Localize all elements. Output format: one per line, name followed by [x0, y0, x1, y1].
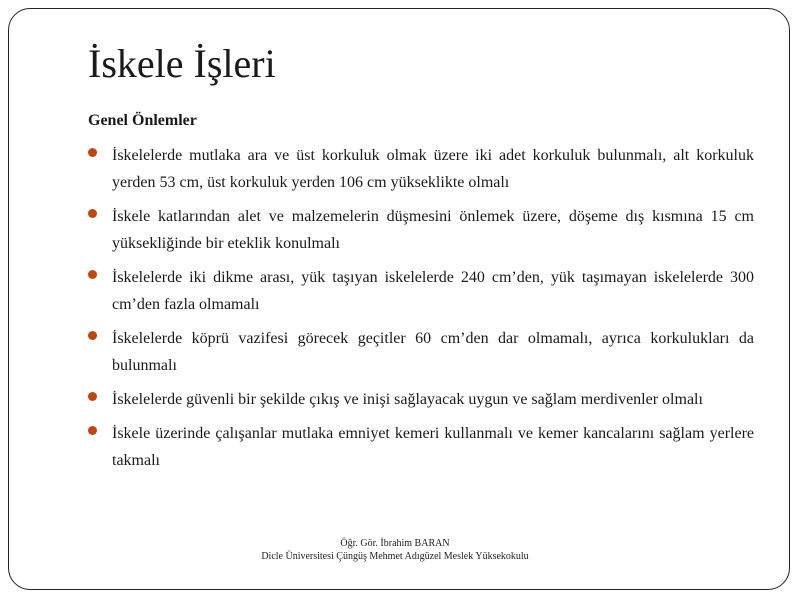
slide-title: İskele İşleri [88, 41, 276, 86]
bullet-text: İskele katlarından alet ve malzemelerin düşmesini önlemek üzere, döşeme dış kısmına 15 cm yüksekliğinde bir eteklik konulmalı [112, 208, 754, 252]
bullet-dot-icon [88, 392, 97, 401]
bullet-dot-icon [88, 148, 97, 157]
footer-institution: Dicle Üniversitesi Çüngüş Mehmet Adıgüzel Meslek Yüksekokulu [261, 551, 529, 562]
footer-author: Öğr. Gör. İbrahim BARAN [340, 538, 450, 549]
bullet-item [88, 264, 754, 318]
bullet-dot-icon [88, 270, 97, 279]
bullet-item [88, 420, 754, 474]
bullet-item [88, 142, 754, 196]
bullet-dot-icon [88, 209, 97, 218]
bullet-text: İskele üzerinde çalışanlar mutlaka emniyet kemeri kullanmalı ve kemer kancalarını sağlam yerlere takmalı [112, 425, 754, 469]
bullet-text: İskelelerde güvenli bir şekilde çıkış ve inişi sağlayacak uygun ve sağlam merdivenler olmalı [112, 391, 703, 408]
bullet-dot-icon [88, 426, 97, 435]
bullet-item [88, 386, 754, 413]
section-subtitle: Genel Önlemler [88, 112, 197, 129]
bullet-dot-icon [88, 331, 97, 340]
bullet-text: İskelelerde köprü vazifesi görecek geçitler 60 cm’den dar olmamalı, ayrıca korkulukları da bulunmalı [112, 330, 754, 374]
bullet-item [88, 203, 754, 257]
bullet-text: İskelelerde iki dikme arası, yük taşıyan iskelelerde 240 cm’den, yük taşımayan iskelelerde 300 cm’den fazla olmamalı [112, 269, 754, 313]
bullet-text: İskelelerde mutlaka ara ve üst korkuluk olmak üzere iki adet korkuluk bulunmalı, alt korkuluk yerden 53 cm, üst korkuluk yerden 106 cm yükseklikte olmalı [112, 147, 754, 191]
bullet-item [88, 325, 754, 379]
bullet-list [88, 142, 754, 481]
